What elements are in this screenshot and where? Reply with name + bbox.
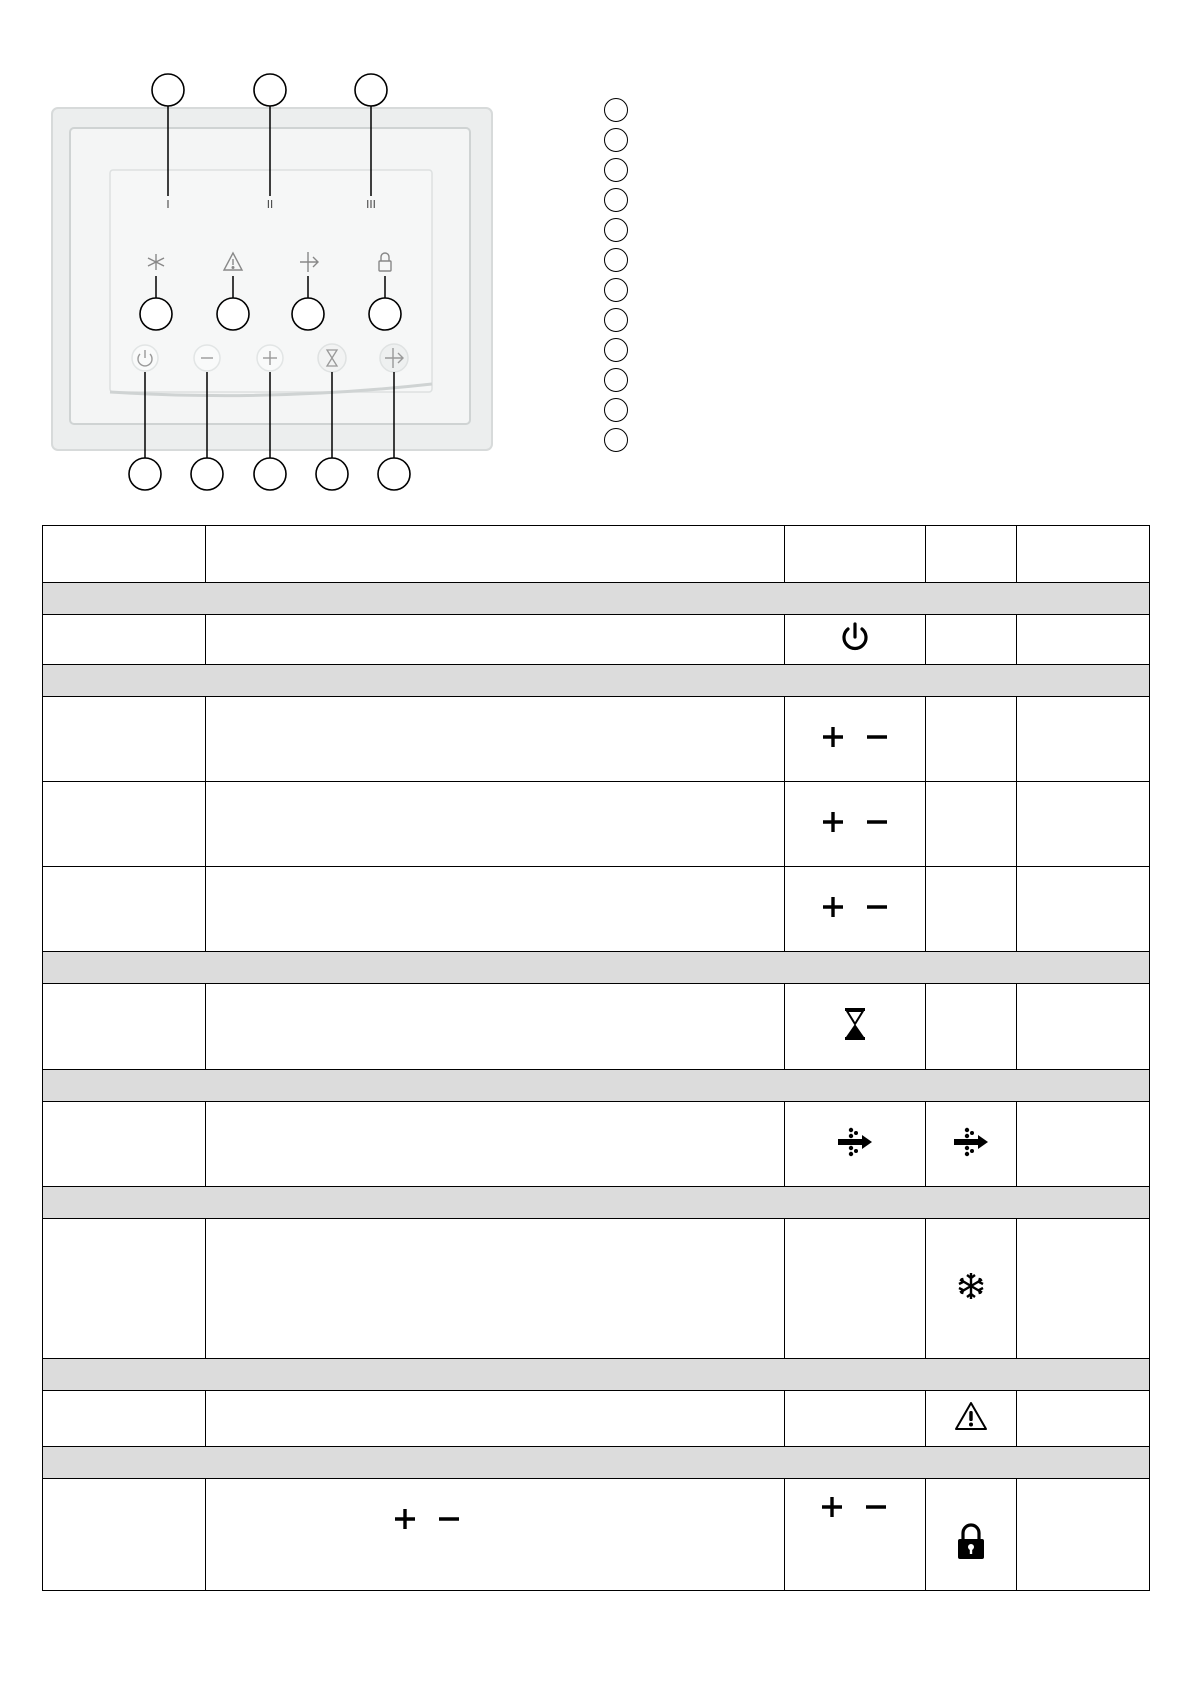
lock-icon [956,1523,986,1561]
legend-circle-8 [604,308,628,332]
callout-middle-1 [140,298,172,330]
legend-circle-9 [604,338,628,362]
lock-button-symbols [820,1495,888,1519]
plus-icon [821,810,845,834]
callout-bottom-2 [191,458,223,490]
table-row-power [43,615,1150,665]
section-row-alarm [43,1359,1150,1391]
table-row-speed-3 [43,867,1150,952]
power-icon [838,620,872,654]
legend-circle-5 [604,218,628,242]
function-table [42,525,1150,1591]
callout-top-2 [254,74,286,106]
legend-circle-4 [604,188,628,212]
callout-top-3 [355,74,387,106]
table-row-speed-2 [43,782,1150,867]
legend-list [604,98,634,458]
callout-bottom-5 [378,458,410,490]
plus-icon [820,1495,844,1519]
speed-label-2: II [266,198,274,211]
header-cell-4 [926,526,1016,583]
plus-icon [821,725,845,749]
section-row-boost [43,1070,1150,1102]
minus-icon [865,895,889,919]
legend-circle-3 [604,158,628,182]
boost-icon [952,1127,990,1157]
section-row-speed [43,665,1150,697]
minus-icon [437,1507,461,1531]
lock-description-symbols [393,1507,461,1531]
table-row-alarm [43,1391,1150,1447]
legend-circle-7 [604,278,628,302]
table-row-lock [43,1479,1150,1591]
plus-icon [821,895,845,919]
table-row-timer [43,984,1150,1070]
minus-icon [865,810,889,834]
snowflake-icon [955,1270,987,1302]
timer-button[interactable] [318,344,346,372]
legend-circle-10 [604,368,628,392]
table-header-row [43,526,1150,583]
power-button[interactable] [132,345,158,371]
table-row-frost [43,1219,1150,1359]
section-row-lock [43,1447,1150,1479]
minus-icon [864,1495,888,1519]
callout-middle-4 [369,298,401,330]
control-panel-figure [0,0,560,500]
control-panel-image [0,0,560,500]
callout-bottom-4 [316,458,348,490]
table-row-speed-1 [43,697,1150,782]
callout-top-1 [152,74,184,106]
table-row-boost [43,1102,1150,1187]
legend-circle-12 [604,428,628,452]
callout-bottom-1 [129,458,161,490]
speed-label-3: III [366,198,376,211]
legend-circle-1 [604,98,628,122]
minus-button[interactable] [194,345,220,371]
section-row-timer [43,952,1150,984]
callout-bottom-3 [254,458,286,490]
header-cell-2 [206,526,785,583]
header-cell-3 [785,526,926,583]
header-cell-1 [43,526,206,583]
legend-circle-11 [604,398,628,422]
plus-button[interactable] [257,345,283,371]
callout-middle-3 [292,298,324,330]
section-row-frost [43,1187,1150,1219]
minus-icon [865,725,889,749]
section-row-power [43,583,1150,615]
plus-icon [393,1507,417,1531]
legend-circle-6 [604,248,628,272]
speed-label-1: I [166,198,170,211]
header-cell-5 [1016,526,1149,583]
hourglass-icon [844,1007,866,1041]
warning-icon [954,1401,988,1431]
boost-button[interactable] [380,344,408,372]
legend-circle-2 [604,128,628,152]
boost-icon [836,1127,874,1157]
callout-middle-2 [217,298,249,330]
